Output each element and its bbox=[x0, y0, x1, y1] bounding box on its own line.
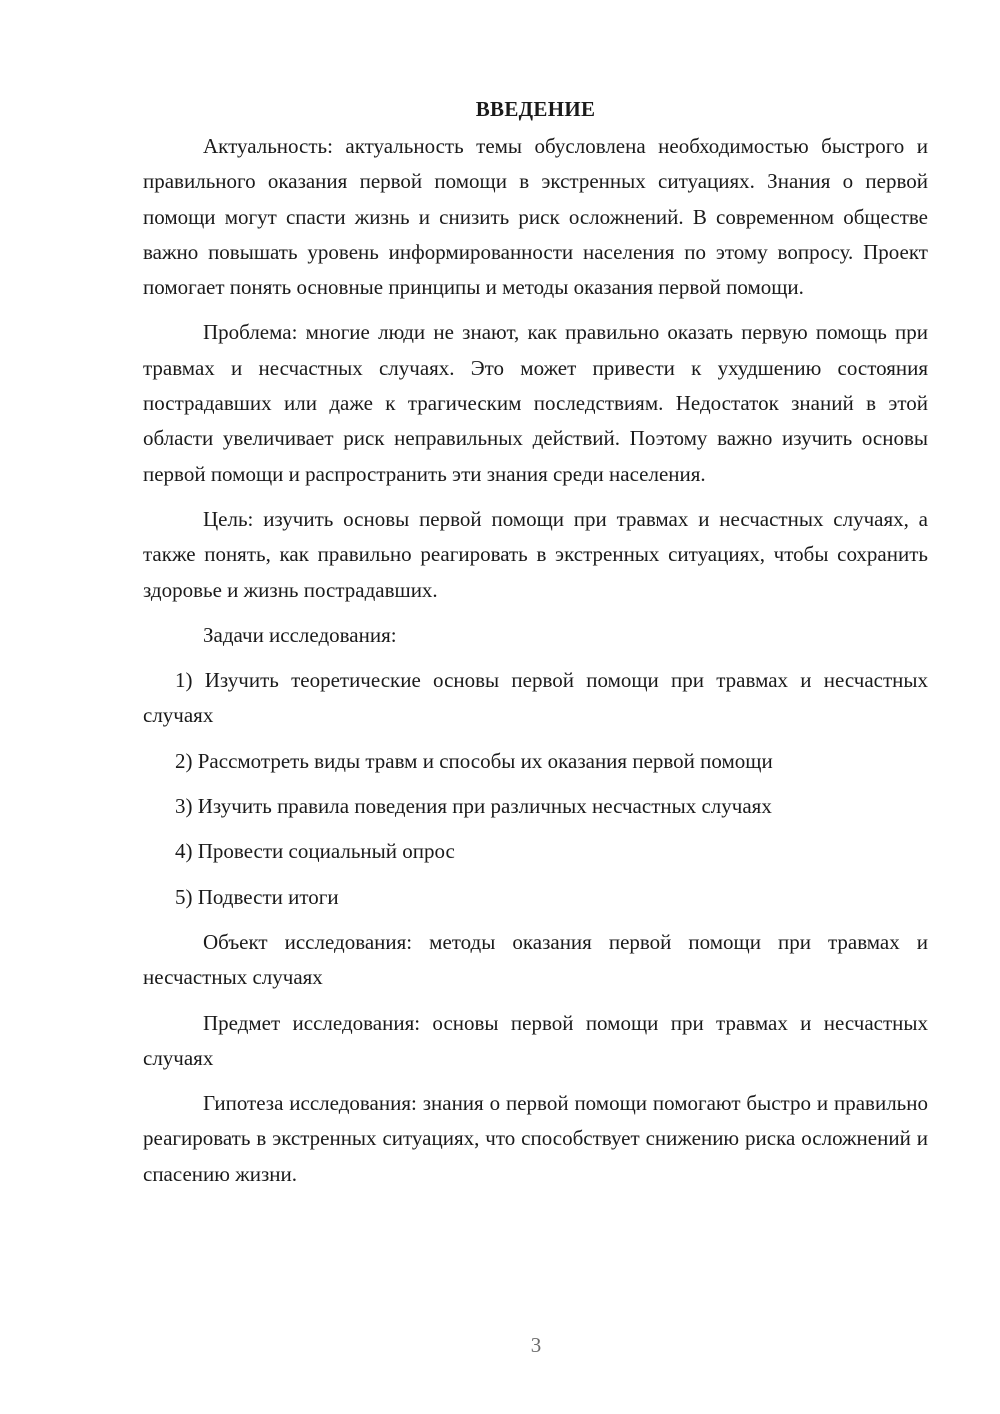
list-item: 5) Подвести итоги bbox=[175, 884, 339, 909]
problem-paragraph: Проблема: многие люди не знают, как правильно оказать первую помощь при травмах и несчастных случаях. Это может привести к ухудшению состояния пострадавших или даже к трагическим последствиям. Недостаток знаний в этой области увеличивает риск неправильных действий. Поэтому важно изучить основы первой помощи и распространить эти знания среди населения. bbox=[143, 320, 928, 486]
document-title: ВВЕДЕНИЕ bbox=[475, 97, 596, 121]
list-item: 1) Изучить теоретические основы первой помощи при травмах и несчастных случаях bbox=[143, 668, 928, 728]
tasks-list bbox=[143, 663, 928, 915]
goal-paragraph: Цель: изучить основы первой помощи при травмах и несчастных случаях, а также понять, как правильно реагировать в экстренных ситуациях, чтобы сохранить здоровье и жизнь пострадавших. bbox=[143, 506, 928, 602]
hypothesis-paragraph: Гипотеза исследования: знания о первой помощи помогают быстро и правильно реагировать в экстренных ситуациях, что способствует снижению риска осложнений и спасению жизни. bbox=[143, 1091, 928, 1186]
list-item: 2) Рассмотреть виды травм и способы их оказания первой помощи bbox=[175, 748, 773, 773]
list-item: 3) Изучить правила поведения при различных несчастных случаях bbox=[175, 794, 772, 819]
tasks-heading: Задачи исследования: bbox=[203, 622, 397, 647]
document-page bbox=[143, 92, 928, 1202]
relevance-paragraph: Актуальность: актуальность темы обусловлена необходимостью быстрого и правильного оказания первой помощи в экстренных ситуациях. Знания о первой помощи могут спасти жизнь и снизить риск осложнений. В современном обществе важно повышать уровень информированности населения по этому вопросу. Проект помогает понять основные принципы и методы оказания первой помощи. bbox=[143, 134, 928, 300]
page-number: 3 bbox=[530, 1333, 542, 1357]
object-paragraph: Объект исследования: методы оказания первой помощи при травмах и несчастных случаях bbox=[143, 929, 928, 990]
subject-paragraph: Предмет исследования: основы первой помощи при травмах и несчастных случаях bbox=[143, 1010, 928, 1070]
list-item: 4) Провести социальный опрос bbox=[175, 839, 455, 864]
